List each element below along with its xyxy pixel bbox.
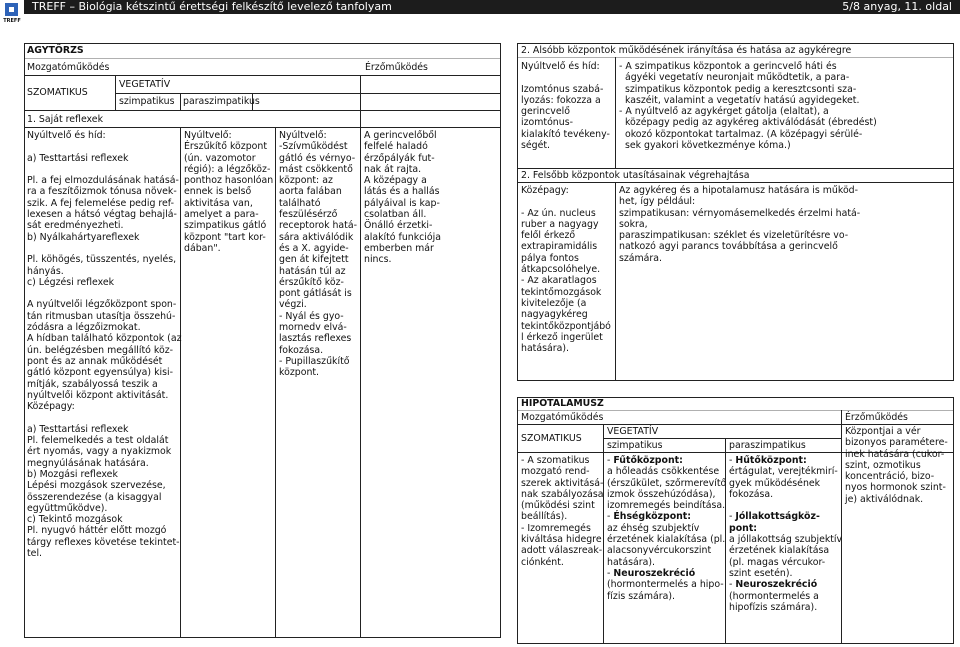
paraszimpatikus-heading: paraszimpatikus bbox=[183, 96, 260, 107]
header-bar bbox=[0, 0, 960, 14]
vegrehajtas-left: Középagy: - Az ún. nucleus ruber a nagyagy felől érkező extrapiramidális pálya fontos átkapcsolóhelye. - Az akaratlagos tekintőmozgások kivitelezője (a nagyagykéreg tekintőközpontjábó l érkező ingerület hatására). bbox=[521, 185, 611, 355]
agytorzs-col-szimpatikus: Nyúltvelő: Érszűkítő központ (ún. vazomotor régió): a légzőköz- ponthoz hasonlóan ennek is belső aktivitása van, amelyet a para- szimpatikus gátló központ "tart kor- dában". bbox=[184, 130, 274, 254]
iranyitas-left: Nyúltvelő és híd: Izomtónus szabá- lyozás: fokozza a gerincvelő izomtónus- kialakító tevékeny- ségét. bbox=[521, 61, 610, 152]
erzo-heading: Érzőműködés bbox=[365, 62, 428, 73]
mozgato-heading: Mozgatóműködés bbox=[27, 62, 110, 73]
vegetativ-heading: VEGETATÍV bbox=[119, 79, 171, 90]
vegrehajtas-right: Az agykéreg és a hipotalamusz hatására is működ- het, így például: szimpatikusan: vérnyomásemelkedés érzelmi hatá- sokra, paraszimpatikusan: széklet és vizeletürítésre vo- natkozó agyi parancs továbbítása a gerincvelő számára. bbox=[619, 185, 861, 264]
hipotalamusz-title: HIPOTALAMUSZ bbox=[521, 398, 604, 409]
hipo-mozgato-heading: Mozgatóműködés bbox=[521, 412, 604, 423]
hipo-szimpatikus-heading: szimpatikus bbox=[607, 440, 663, 451]
szomatikus-heading: SZOMATIKUS bbox=[27, 87, 88, 98]
header-title: TREFF – Biológia kétszintű érettségi felkészítő levelező tanfolyam bbox=[32, 0, 392, 13]
jollakottsag-label: Jóllakottságköz- pont: bbox=[729, 511, 820, 534]
agytorzs-title: AGYTÖRZS bbox=[27, 45, 84, 56]
hipo-col-paraszimpatikus: - Hűtőközpont: értágulat, verejtékmirí- gyek működésének fokozása. - Jóllakottságköz- pont: a jóllakottság szubjektív érzetének kialakítása (pl. magas vércukor- szint esetén). - Neuroszekréció (hormontermelés a hipofízis számára). bbox=[729, 455, 843, 613]
neuroszekrecio-label-2: Neuroszekréció bbox=[735, 579, 818, 591]
sajat-reflexek: 1. Saját reflexek bbox=[27, 114, 104, 125]
hipo-erzo-heading: Érzőműködés bbox=[845, 412, 908, 423]
treff-logo: TREFF bbox=[0, 0, 24, 30]
futokozpont-label: Fűtőközpont: bbox=[613, 455, 683, 466]
szimpatikus-heading: szimpatikus bbox=[119, 96, 175, 107]
agytorzs-col-szomatikus: Nyúltvelő és híd: a) Testtartási reflexek Pl. a fej elmozdulásának hatásá- ra a feszítőizmok tónusa növek- szik. A fej felemelése pedig ref- lexesen a hátsó végtag behajlá- sát eredményezheti. b) Nyálkahártyareflexek Pl. köhögés, tüsszentés, nyelés, hányás. c) Légzési reflexek A nyúltvelői légzőközpont spon- tán ritmusban utasítja összehú- zódásra a légzőizmokat. A hídban található központok (az ún. belégzésben megállító köz- pont és az annak működését gátló központ egyensúlya) kisi- mítják, szabályossá teszik a nyúltvelői központ aktivitását. Középagy: a) Testtartási reflexek Pl. felemelkedés a test oldalát ért nyomás, vagy a nyakizmok megnyúlásának hatására. b) Mozgási reflexek Lépési mozgások szervezése, összerendezése (a kisaggyal együttműködve). c) Tekintő mozgások Pl. nyugvó háttér előtt mozgó tárgy reflexes követése tekintet- tel. bbox=[27, 130, 182, 559]
hipo-col-szomatikus: - A szomatikus mozgató rend- szerek aktivitásá- nak szabályozása (működési szint beállítás). - Izomremegés kiváltása hidegre adott válaszreak- ciónként. bbox=[521, 455, 604, 568]
hutokozpont-label: Hűtőközpont: bbox=[735, 455, 807, 466]
ehsegkozpont-label: Éhségközpont: bbox=[613, 511, 692, 523]
hipo-paraszimpatikus-heading: paraszimpatikus bbox=[729, 440, 806, 451]
agytorzs-col-paraszimpatikus: Nyúltvelő: -Szívműködést gátló és vérnyo- mást csökkentő központ: az aorta falában található feszülésérző receptorok hatá- sára aktiválódik és a X. agyide- gen át kifejtett hatásán túl az érszűkítő köz- pont gátlását is végzi. - Nyál és gyo- mornedv elvá- lasztás reflexes fokozása. - Pupillaszűkítő központ. bbox=[279, 130, 357, 379]
agytorzs-col-erzo: A gerincvelőből felfelé haladó érzőpályák fut- nak át rajta. A középagy a látás és a hallás pályáival is kap- csolatban áll. Önálló érzetki- alakító funkciója emberben már nincs. bbox=[364, 130, 441, 266]
hipo-szomatikus-heading: SZOMATIKUS bbox=[521, 433, 582, 444]
hipo-col-erzo: Központjai a vér bizonyos paramétere- inek hatására (cukor- szint, ozmotikus koncentráció, bizo- nyos hormonok szint- je) aktiválódnak. bbox=[845, 426, 948, 505]
header-page: 5/8 anyag, 11. oldal bbox=[842, 0, 952, 13]
neuroszekrecio-label-1: Neuroszekréció bbox=[613, 567, 696, 579]
iranyitas-right: - A szimpatikus központok a gerincvelő háti és ágyéki vegetatív neuronjait működtetik, a para- szimpatikus központok pedig a keresztcsonti sza- kaszéit, valamint a vegetatív hatású agyidegeket. - A nyúltvelő az agykérget gátolja (elaltat), a középagy pedig az agykéreg aktiválódását (ébredést) okozó központokat tartalmaz. (A középagyi sérülé- sek gyakori következménye kóma.) bbox=[619, 61, 877, 152]
hipo-vegetativ-heading: VEGETATÍV bbox=[607, 426, 659, 437]
vegrehajtas-title: 2. Felsőbb központok utasításainak végrehajtása bbox=[521, 170, 750, 181]
iranyitas-title: 2. Alsóbb központok működésének irányítása és hatása az agykéregre bbox=[521, 45, 852, 56]
hipo-col-szimpatikus: - Fűtőközpont: a hőleadás csökkentése (érszűkület, szőrmerevítő izmok összehúzódása), izomremegés beindítása. - Éhségközpont: az éhség szubjektív érzetének kialakítása (pl. alacsonyvércukorszint hatására). - Neuroszekréció (hormontermelés a hipo- fízis számára). bbox=[607, 455, 727, 602]
